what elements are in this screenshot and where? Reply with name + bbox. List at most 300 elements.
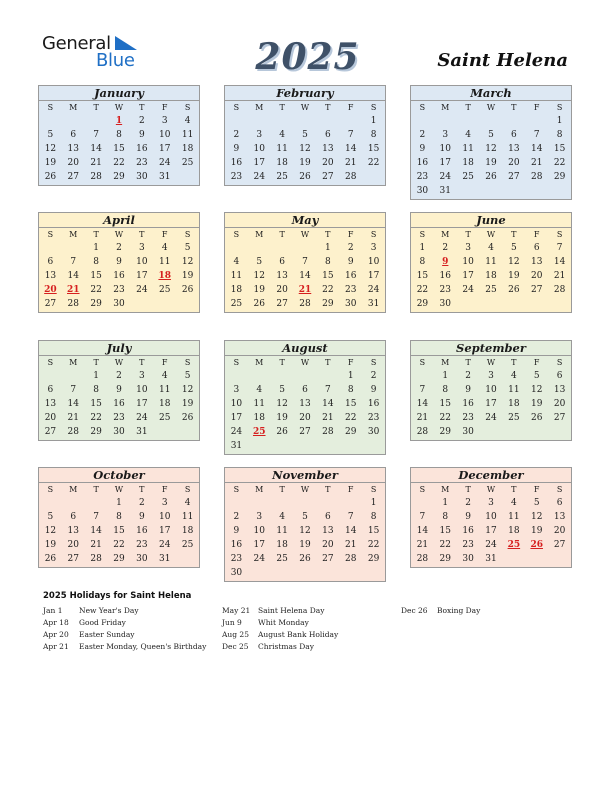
day-cell: 24 <box>253 172 265 182</box>
day-cell: 9 <box>347 257 354 267</box>
day-cell: 23 <box>416 172 429 182</box>
weekday-header-row <box>39 483 199 496</box>
weekday-header: W <box>300 358 310 367</box>
day-cell: 21 <box>553 271 566 281</box>
day-cell: 29 <box>367 554 380 564</box>
day-cell: 12 <box>181 257 194 267</box>
day-cell: 19 <box>508 271 520 281</box>
empty-day-cell <box>316 496 339 510</box>
day-cell: 6 <box>510 130 517 140</box>
day-cell: 12 <box>508 257 520 267</box>
day-cell: 2 <box>370 371 377 381</box>
day-cell: 29 <box>90 427 102 437</box>
day-cell: 24 <box>485 540 497 550</box>
day-cell: 4 <box>510 498 517 508</box>
empty-day-cell <box>225 496 248 510</box>
weekday-header: T <box>511 103 517 112</box>
day-cell: 22 <box>344 413 357 423</box>
day-cell: 7 <box>302 257 308 267</box>
day-cell: 2 <box>465 498 471 508</box>
day-cell: 26 <box>276 427 288 437</box>
day-cell: 26 <box>299 554 311 564</box>
day-cell: 15 <box>416 271 429 281</box>
weekday-header: T <box>511 358 517 367</box>
day-cell: 9 <box>465 512 471 522</box>
holiday-date: Dec 25 <box>222 642 249 651</box>
day-cell: 25 <box>230 299 243 309</box>
day-cell: 27 <box>44 299 57 309</box>
day-cell: 15 <box>367 526 380 536</box>
weekday-header: M <box>441 358 450 367</box>
day-cell: 28 <box>553 285 566 295</box>
day-cell: 4 <box>184 498 191 508</box>
day-grid <box>39 114 199 185</box>
day-cell: 27 <box>67 554 79 564</box>
day-cell: 14 <box>322 399 334 409</box>
day-cell: 12 <box>530 385 543 395</box>
day-cell: 23 <box>230 172 243 182</box>
holiday-day-cell: 21 <box>67 285 80 295</box>
day-cell: 22 <box>439 540 451 550</box>
day-cell: 12 <box>485 144 497 154</box>
holiday-day-cell: 20 <box>44 285 57 295</box>
day-cell: 11 <box>158 257 171 267</box>
day-cell: 7 <box>533 130 540 140</box>
day-grid <box>225 496 385 581</box>
month-title: September <box>411 341 571 356</box>
month-title: March <box>411 86 571 101</box>
day-cell: 26 <box>299 172 311 182</box>
day-cell: 10 <box>253 526 265 536</box>
month-title: July <box>39 341 199 356</box>
holiday-name: August Bank Holiday <box>258 630 339 639</box>
day-cell: 4 <box>279 512 285 522</box>
day-cell: 20 <box>530 271 543 281</box>
day-cell: 1 <box>419 243 426 253</box>
day-cell: 28 <box>344 172 357 182</box>
day-cell: 20 <box>553 526 566 536</box>
day-cell: 19 <box>276 413 288 423</box>
weekday-header: T <box>325 230 331 239</box>
day-cell: 23 <box>113 413 125 423</box>
day-cell: 16 <box>136 526 148 536</box>
weekday-header: T <box>279 103 285 112</box>
day-cell: 16 <box>439 271 451 281</box>
day-cell: 25 <box>158 285 171 295</box>
day-cell: 31 <box>158 172 171 182</box>
day-cell: 7 <box>347 130 354 140</box>
day-cell: 2 <box>233 512 240 522</box>
day-cell: 12 <box>276 399 288 409</box>
day-cell: 12 <box>253 271 265 281</box>
weekday-header: T <box>465 103 471 112</box>
weekday-header: S <box>184 358 191 367</box>
holiday-name: Easter Monday, Queen's Birthday <box>79 642 207 651</box>
day-cell: 22 <box>439 413 451 423</box>
day-cell: 9 <box>138 130 145 140</box>
empty-day-cell <box>480 114 503 128</box>
day-cell: 13 <box>44 271 57 281</box>
day-cell: 16 <box>344 271 357 281</box>
empty-day-cell <box>248 369 271 383</box>
day-cell: 6 <box>324 512 331 522</box>
empty-day-cell <box>525 114 548 128</box>
empty-day-cell <box>457 114 480 128</box>
day-cell: 28 <box>344 554 357 564</box>
empty-day-cell <box>39 241 62 255</box>
holidays-title: 2025 Holidays for Saint Helena <box>43 591 192 601</box>
day-cell: 17 <box>485 399 497 409</box>
day-cell: 8 <box>419 257 426 267</box>
weekday-header: T <box>139 485 145 494</box>
holiday-name: Good Friday <box>79 618 126 627</box>
day-cell: 31 <box>136 427 148 437</box>
day-cell: 27 <box>553 540 566 550</box>
day-cell: 5 <box>510 243 517 253</box>
empty-day-cell <box>316 114 339 128</box>
day-cell: 10 <box>462 257 474 267</box>
weekday-header: S <box>556 485 563 494</box>
day-cell: 1 <box>442 371 449 381</box>
day-grid <box>225 369 385 454</box>
day-cell: 3 <box>233 385 240 395</box>
weekday-header: S <box>370 230 377 239</box>
day-cell: 1 <box>370 116 377 126</box>
day-cell: 6 <box>70 512 77 522</box>
empty-day-cell <box>39 114 62 128</box>
day-cell: 10 <box>158 130 171 140</box>
day-cell: 11 <box>230 271 243 281</box>
month-march <box>410 85 572 200</box>
day-cell: 27 <box>322 172 334 182</box>
month-february <box>224 85 386 186</box>
month-september <box>410 340 572 441</box>
empty-day-cell <box>434 114 457 128</box>
day-cell: 7 <box>324 385 331 395</box>
weekday-header: M <box>441 485 450 494</box>
day-cell: 13 <box>276 271 288 281</box>
day-cell: 23 <box>344 285 357 295</box>
day-cell: 21 <box>67 413 79 423</box>
day-cell: 8 <box>347 385 354 395</box>
day-cell: 28 <box>416 427 429 437</box>
holiday-row <box>43 641 206 653</box>
holiday-date: Jun 9 <box>222 618 242 627</box>
day-cell: 7 <box>93 130 99 140</box>
day-cell: 5 <box>533 498 540 508</box>
day-cell: 24 <box>253 554 265 564</box>
day-cell: 2 <box>465 371 471 381</box>
generalblue-logo <box>42 33 142 73</box>
day-cell: 26 <box>44 172 57 182</box>
holiday-day-cell: 1 <box>115 116 123 126</box>
holiday-day-cell: 21 <box>298 285 312 295</box>
empty-day-cell <box>271 496 294 510</box>
day-cell: 22 <box>113 158 125 168</box>
day-cell: 5 <box>488 130 494 140</box>
weekday-header: W <box>114 230 124 239</box>
day-cell: 4 <box>488 243 494 253</box>
day-cell: 7 <box>419 385 426 395</box>
day-cell: 18 <box>276 158 288 168</box>
weekday-header: T <box>325 103 331 112</box>
day-cell: 24 <box>462 285 474 295</box>
day-cell: 3 <box>370 243 377 253</box>
day-cell: 28 <box>416 554 429 564</box>
day-cell: 15 <box>322 271 334 281</box>
day-cell: 2 <box>347 243 354 253</box>
day-cell: 28 <box>299 299 311 309</box>
day-grid <box>39 369 199 440</box>
weekday-header: T <box>325 485 331 494</box>
day-cell: 24 <box>136 413 148 423</box>
weekday-header: W <box>300 485 310 494</box>
weekday-header: F <box>347 358 354 367</box>
weekday-header: F <box>161 230 168 239</box>
day-cell: 18 <box>158 399 171 409</box>
day-cell: 6 <box>556 371 563 381</box>
empty-day-cell <box>271 241 294 255</box>
weekday-header: W <box>486 358 496 367</box>
weekday-header: M <box>441 103 450 112</box>
blue-flag-triangle-icon <box>115 36 137 50</box>
weekday-header: S <box>184 230 191 239</box>
day-cell: 12 <box>44 144 57 154</box>
day-cell: 8 <box>324 257 331 267</box>
holiday-date: Aug 25 <box>222 630 249 639</box>
weekday-header: M <box>255 358 264 367</box>
holiday-day-cell: 25 <box>507 540 521 550</box>
day-cell: 3 <box>138 243 145 253</box>
weekday-header: T <box>93 103 99 112</box>
day-cell: 16 <box>136 144 148 154</box>
day-cell: 27 <box>508 172 520 182</box>
weekday-header: S <box>47 485 54 494</box>
holiday-column <box>222 605 338 653</box>
day-cell: 17 <box>462 271 474 281</box>
logo-general-text: General <box>42 33 111 54</box>
day-cell: 18 <box>230 285 243 295</box>
day-cell: 28 <box>322 427 334 437</box>
day-cell: 13 <box>322 526 334 536</box>
day-cell: 14 <box>67 399 79 409</box>
day-cell: 19 <box>44 540 57 550</box>
weekday-header: S <box>370 103 377 112</box>
day-cell: 8 <box>370 512 377 522</box>
day-cell: 18 <box>508 526 520 536</box>
day-cell: 17 <box>253 540 265 550</box>
day-cell: 22 <box>367 540 380 550</box>
weekday-header: F <box>533 358 540 367</box>
day-cell: 5 <box>184 371 191 381</box>
day-cell: 25 <box>181 158 194 168</box>
weekday-header-row <box>225 483 385 496</box>
day-cell: 27 <box>553 413 566 423</box>
weekday-header: F <box>533 485 540 494</box>
weekday-header: F <box>533 103 540 112</box>
day-cell: 1 <box>370 498 377 508</box>
day-cell: 16 <box>230 540 243 550</box>
day-cell: 10 <box>136 385 148 395</box>
day-cell: 31 <box>485 554 497 564</box>
day-cell: 8 <box>116 130 122 140</box>
weekday-header: S <box>419 485 426 494</box>
day-cell: 7 <box>70 385 77 395</box>
month-title: June <box>411 213 571 228</box>
day-cell: 12 <box>299 144 311 154</box>
day-cell: 15 <box>113 526 125 536</box>
day-cell: 23 <box>136 540 148 550</box>
day-cell: 31 <box>230 441 243 451</box>
weekday-header: F <box>161 103 168 112</box>
day-cell: 28 <box>90 554 102 564</box>
weekday-header: W <box>486 485 496 494</box>
day-cell: 10 <box>158 512 171 522</box>
day-cell: 5 <box>47 130 54 140</box>
empty-day-cell <box>502 114 525 128</box>
day-cell: 27 <box>299 427 311 437</box>
empty-day-cell <box>294 496 317 510</box>
empty-day-cell <box>339 496 362 510</box>
day-grid <box>411 369 571 440</box>
day-cell: 29 <box>416 299 429 309</box>
empty-day-cell <box>85 114 108 128</box>
day-cell: 1 <box>324 243 331 253</box>
day-cell: 8 <box>116 512 122 522</box>
day-cell: 2 <box>233 130 240 140</box>
day-cell: 24 <box>158 540 171 550</box>
weekday-header: S <box>184 485 191 494</box>
day-cell: 12 <box>44 526 57 536</box>
weekday-header: S <box>184 103 191 112</box>
day-cell: 24 <box>367 285 380 295</box>
day-cell: 30 <box>136 172 148 182</box>
day-cell: 5 <box>256 257 263 267</box>
weekday-header: S <box>556 230 563 239</box>
weekday-header: T <box>139 230 145 239</box>
holiday-date: Dec 26 <box>401 606 428 615</box>
day-cell: 13 <box>530 257 543 267</box>
day-cell: 8 <box>93 257 99 267</box>
day-cell: 30 <box>113 427 125 437</box>
weekday-header: S <box>419 358 426 367</box>
day-cell: 13 <box>322 144 334 154</box>
holiday-date: Apr 21 <box>43 642 69 651</box>
day-cell: 22 <box>90 285 102 295</box>
weekday-header: M <box>69 358 78 367</box>
weekday-header: T <box>279 358 285 367</box>
day-cell: 6 <box>47 385 54 395</box>
day-cell: 14 <box>416 399 429 409</box>
day-cell: 22 <box>90 413 102 423</box>
empty-day-cell <box>62 241 85 255</box>
day-cell: 13 <box>553 512 566 522</box>
day-cell: 22 <box>416 285 429 295</box>
day-cell: 29 <box>439 427 451 437</box>
weekday-header-row <box>39 356 199 369</box>
day-cell: 21 <box>416 540 429 550</box>
weekday-header-row <box>39 228 199 241</box>
day-cell: 11 <box>276 526 288 536</box>
weekday-header: S <box>47 103 54 112</box>
empty-day-cell <box>225 114 248 128</box>
day-cell: 16 <box>113 271 125 281</box>
day-cell: 16 <box>367 399 380 409</box>
day-cell: 11 <box>462 144 474 154</box>
day-cell: 9 <box>419 144 426 154</box>
day-cell: 1 <box>347 371 354 381</box>
day-cell: 29 <box>113 554 125 564</box>
day-cell: 24 <box>485 413 497 423</box>
day-cell: 29 <box>322 299 334 309</box>
day-cell: 13 <box>508 144 520 154</box>
day-grid <box>411 114 571 199</box>
weekday-header: M <box>255 230 264 239</box>
empty-day-cell <box>39 369 62 383</box>
day-cell: 3 <box>161 116 168 126</box>
weekday-header: M <box>69 485 78 494</box>
day-cell: 1 <box>93 371 99 381</box>
weekday-header: T <box>465 485 471 494</box>
day-cell: 14 <box>553 257 566 267</box>
day-cell: 25 <box>485 285 497 295</box>
day-cell: 11 <box>181 130 194 140</box>
holiday-date: May 21 <box>222 606 251 615</box>
day-cell: 1 <box>116 498 122 508</box>
day-cell: 6 <box>556 498 563 508</box>
day-cell: 13 <box>67 144 79 154</box>
weekday-header: T <box>465 230 471 239</box>
logo-blue-text: Blue <box>96 50 135 71</box>
day-cell: 10 <box>485 385 497 395</box>
day-cell: 9 <box>465 385 471 395</box>
day-cell: 19 <box>181 271 194 281</box>
empty-day-cell <box>339 114 362 128</box>
day-cell: 19 <box>530 526 543 536</box>
day-cell: 30 <box>136 554 148 564</box>
empty-day-cell <box>85 496 108 510</box>
day-cell: 30 <box>462 427 474 437</box>
holiday-day-cell: 25 <box>253 427 266 437</box>
day-cell: 25 <box>181 540 194 550</box>
day-cell: 24 <box>136 285 148 295</box>
day-cell: 10 <box>439 144 451 154</box>
day-grid <box>39 496 199 567</box>
day-cell: 22 <box>553 158 566 168</box>
day-cell: 30 <box>367 427 380 437</box>
weekday-header: F <box>161 358 168 367</box>
day-cell: 5 <box>279 385 285 395</box>
weekday-header: M <box>69 103 78 112</box>
holiday-day-cell: 26 <box>530 540 543 550</box>
day-cell: 18 <box>462 158 474 168</box>
day-cell: 20 <box>44 413 57 423</box>
day-cell: 10 <box>485 512 497 522</box>
calendar-year: 2025 <box>255 36 360 78</box>
day-cell: 15 <box>113 144 125 154</box>
day-cell: 17 <box>253 158 265 168</box>
month-august <box>224 340 386 455</box>
empty-day-cell <box>248 114 271 128</box>
country-name: Saint Helena <box>437 50 568 71</box>
day-cell: 29 <box>553 172 566 182</box>
weekday-header: M <box>441 230 450 239</box>
day-cell: 31 <box>158 554 171 564</box>
day-cell: 4 <box>161 243 168 253</box>
day-cell: 2 <box>442 243 449 253</box>
day-cell: 12 <box>530 512 543 522</box>
day-cell: 27 <box>44 427 57 437</box>
